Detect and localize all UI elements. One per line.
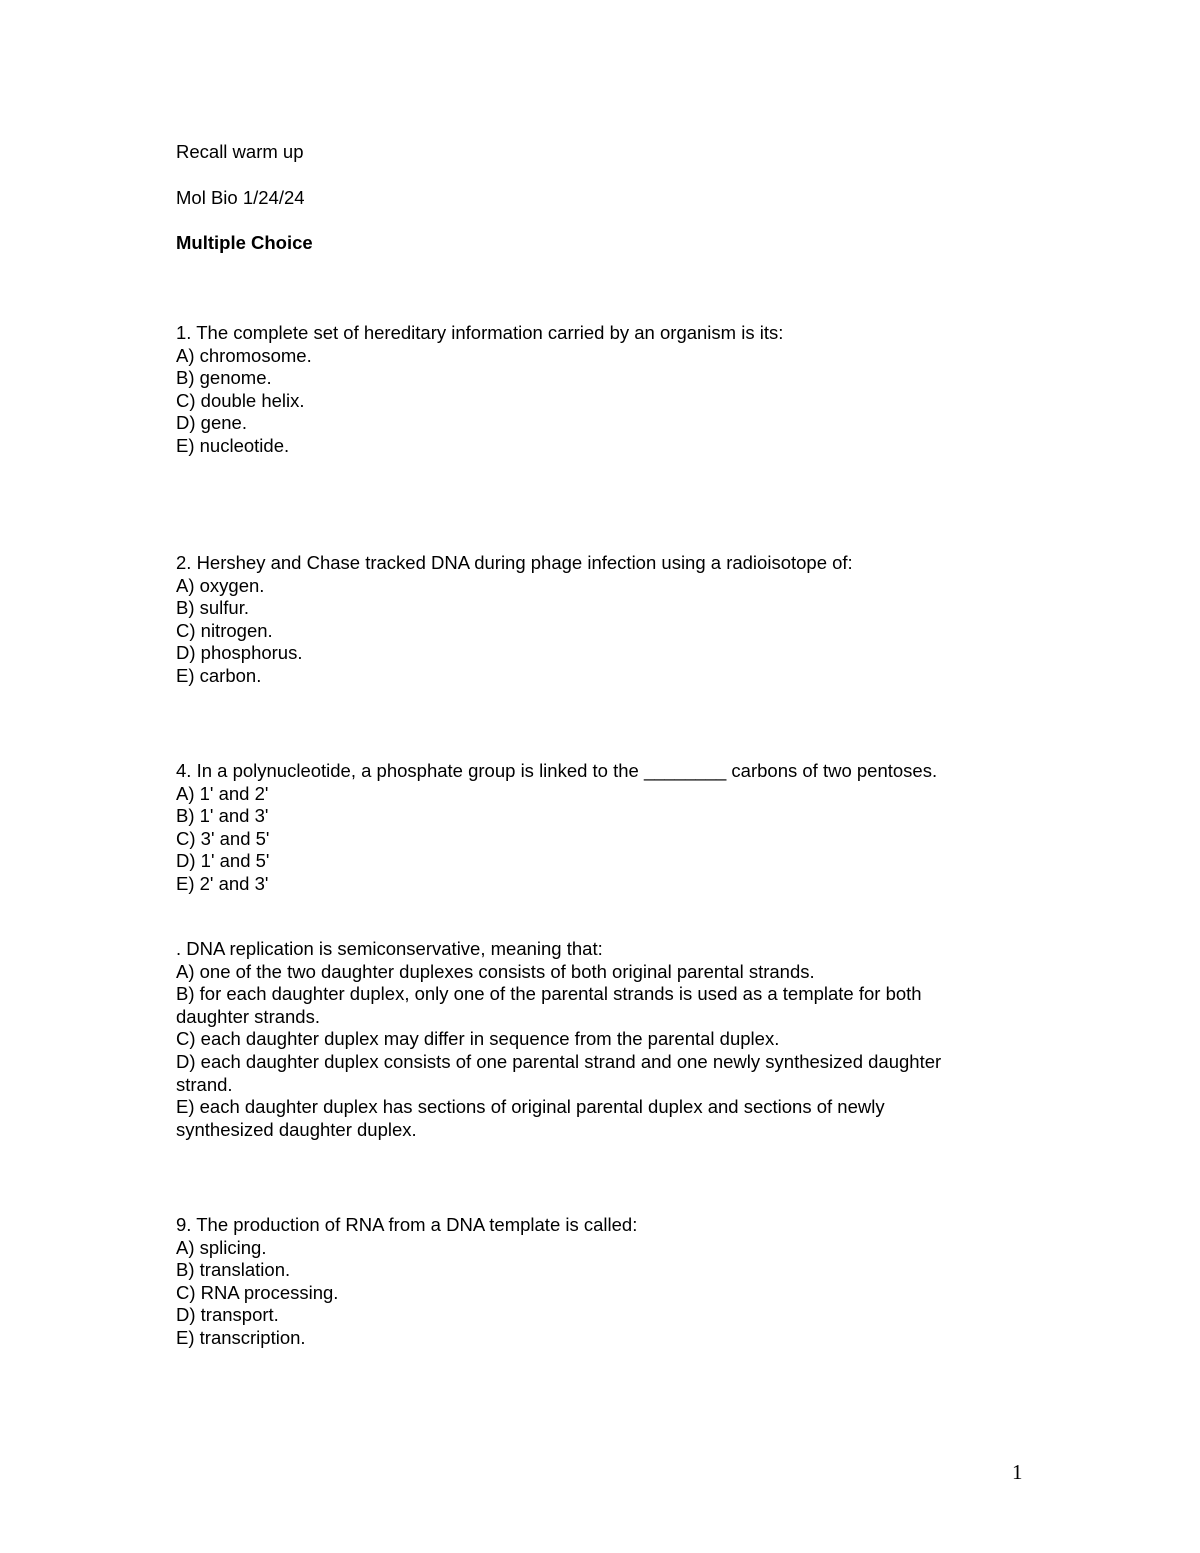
section-heading: Multiple Choice [176,232,313,253]
answer-option: C) 3' and 5' [176,827,270,849]
question-stem: 1. The complete set of hereditary information carried by an organism is its: [176,322,784,343]
answer-option: D) each daughter duplex consists of one parental strand and one newly synthesized daughter [176,1050,942,1072]
question-stem: 4. In a polynucleotide, a phosphate group is linked to the ________ carbons of two pentoses. [176,760,938,781]
answer-option: D) phosphorus. [176,642,303,664]
answer-option: D) transport. [176,1304,279,1326]
answer-option: C) RNA processing. [176,1281,339,1303]
answer-option: D) 1' and 5' [176,850,270,872]
answer-option-continuation: synthesized daughter duplex. [176,1118,417,1140]
question-stem: . DNA replication is semiconservative, meaning that: [176,938,603,959]
answer-option: B) for each daughter duplex, only one of the parental strands is used as a template for both [176,983,922,1005]
answer-option: A) splicing. [176,1236,267,1258]
answer-option: B) translation. [176,1259,291,1281]
answer-option-continuation: daughter strands. [176,1005,320,1027]
answer-option: A) one of the two daughter duplexes consists of both original parental strands. [176,960,815,982]
answer-option: B) genome. [176,367,272,389]
answer-option: A) oxygen. [176,574,265,596]
answer-option: C) double helix. [176,389,305,411]
answer-option: C) each daughter duplex may differ in sequence from the parental duplex. [176,1028,780,1050]
course-date: Mol Bio 1/24/24 [176,187,305,208]
answer-option: A) chromosome. [176,344,312,366]
answer-option-continuation: strand. [176,1073,233,1095]
answer-option: B) 1' and 3' [176,805,269,827]
answer-option: C) nitrogen. [176,619,273,641]
answer-option: E) nucleotide. [176,434,290,456]
question-block [176,760,937,896]
question-block [176,938,941,1141]
page-number: 1 [1012,1460,1023,1484]
answer-option: E) 2' and 3' [176,872,269,894]
document-title: Recall warm up [176,141,304,162]
question-stem: 9. The production of RNA from a DNA template is called: [176,1214,638,1235]
answer-option: B) sulfur. [176,597,249,619]
answer-option: E) transcription. [176,1326,306,1348]
question-block [176,322,783,458]
answer-option: D) gene. [176,412,247,434]
answer-option: A) 1' and 2' [176,782,269,804]
question-block [176,552,853,688]
answer-option: E) carbon. [176,664,262,686]
question-stem: 2. Hershey and Chase tracked DNA during phage infection using a radioisotope of: [176,552,853,573]
question-block [176,1214,637,1350]
answer-option: E) each daughter duplex has sections of original parental duplex and sections of newly [176,1096,885,1118]
